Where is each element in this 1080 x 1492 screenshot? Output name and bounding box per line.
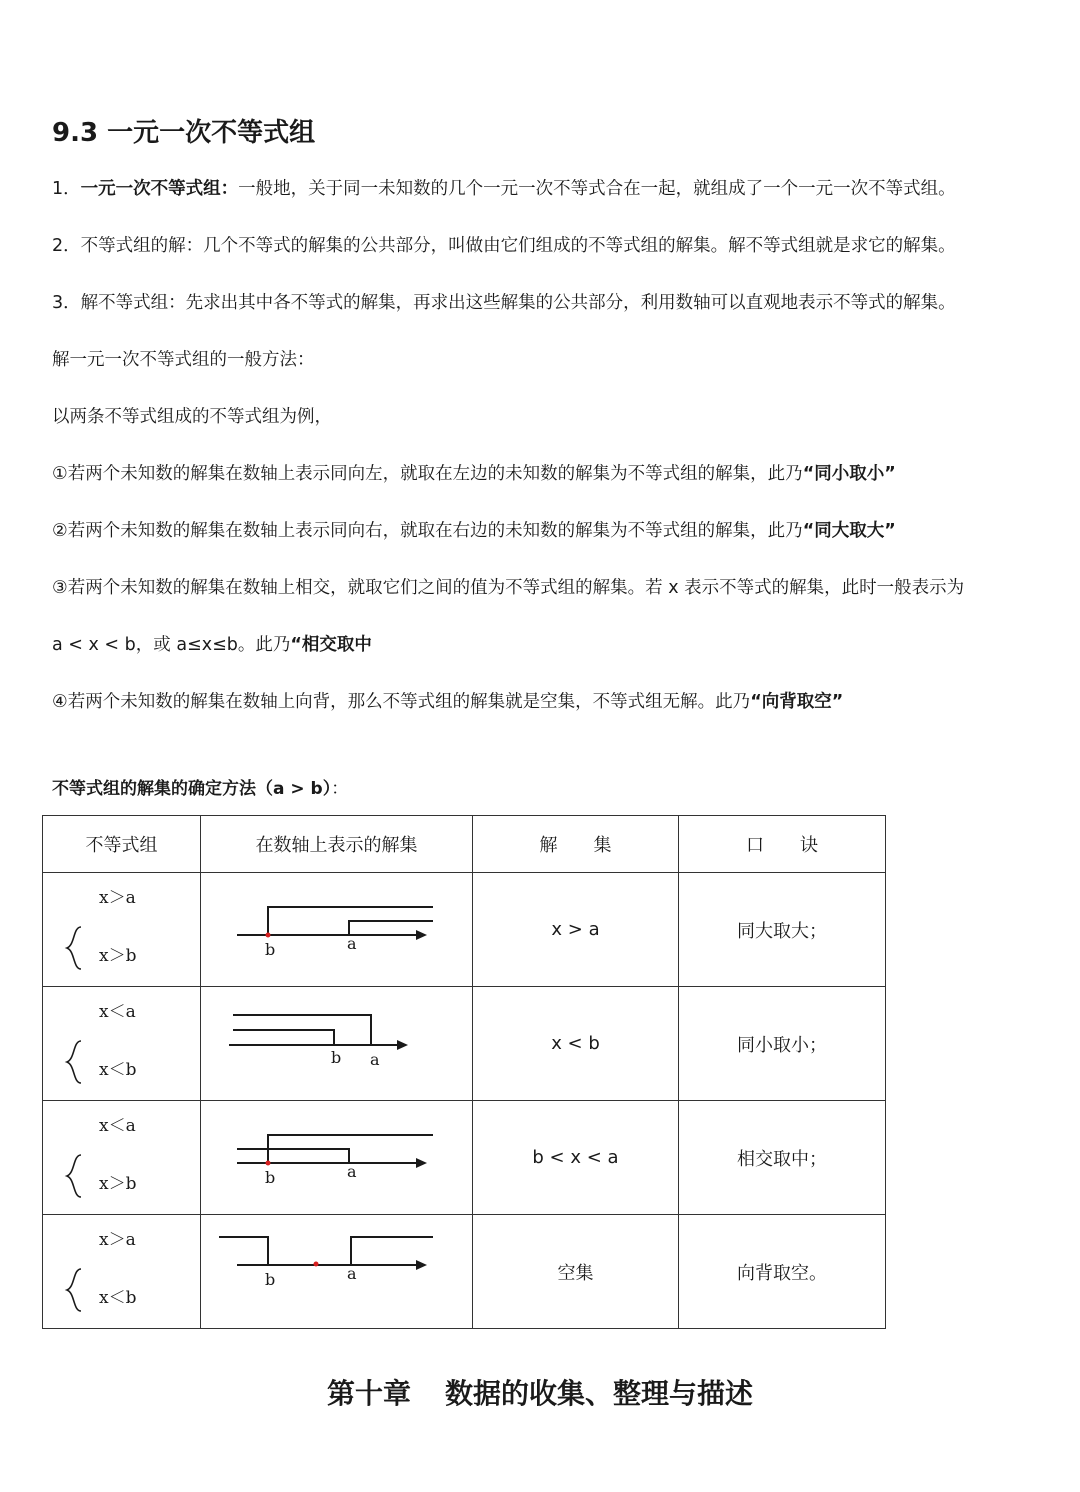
solution-cell: 空集 [473,1215,679,1329]
table-row [43,873,886,987]
table-row [43,987,886,1101]
inequality-bottom: x＞b [99,1174,137,1194]
inequality-bottom: x＜b [99,1288,137,1308]
number-line-cell [201,1215,473,1329]
header-system: 不等式组 [43,816,201,873]
paragraph-8: ③若两个未知数的解集在数轴上相交，就取它们之间的值为不等式组的解集。若 x 表示不等式的解集，此时一般表示为 [52,578,965,598]
table-caption-colon: ： [331,779,349,799]
brace-icon [63,1039,85,1085]
p9-text: a < x < b，或 a≤x≤b。此乃 [52,635,291,655]
number-line-cell [201,987,473,1101]
header-solution: 解 集 [473,816,679,873]
solution-cell: x < b [473,987,679,1101]
paragraph-3: 3．解不等式组：先求出其中各不等式的解集，再求出这些解集的公共部分，利用数轴可以直观地表示不等式的解集。 [52,293,956,313]
inequality-bottom: x＜b [99,1060,137,1080]
p10-text: ④若两个未知数的解集在数轴上向背，那么不等式组的解集就是空集，不等式组无解。此乃 [52,692,751,712]
p1-term: 一元一次不等式组： [80,179,239,199]
inequality-top: x＜a [99,1002,136,1022]
brace-icon [63,925,85,971]
table-header-row [43,816,886,873]
solution-cell: x > a [473,873,679,987]
system-cell [43,873,201,987]
inequality-top: x＞a [99,888,136,908]
label-a: a [347,1264,357,1283]
p1-text: 一般地，关于同一未知数的几个一元一次不等式合在一起，就组成了一个一元一次不等式组。 [238,179,956,199]
inequality-top: x＞a [99,1230,136,1250]
number-line-cell [201,1101,473,1215]
system-cell [43,987,201,1101]
paragraph-4: 解一元一次不等式组的一般方法： [52,350,315,370]
table-caption-text: 不等式组的解集的确定方法（a > b） [52,779,332,799]
inequality-top: x＜a [99,1116,136,1136]
table-row [43,1215,886,1329]
chapter-heading [0,1372,1080,1412]
paragraph-7 [52,517,896,542]
number-line-diagram [201,873,472,986]
label-a: a [347,934,357,953]
table-caption [52,774,348,799]
label-b: b [265,1270,276,1289]
number-line-diagram [201,1215,472,1328]
p7-rhyme: “同大取大” [802,521,896,541]
rhyme-cell: 相交取中； [679,1101,886,1215]
number-line-diagram [201,1101,472,1214]
number-line-diagram [201,987,472,1100]
solution-table [42,815,886,1329]
label-a: a [347,1162,357,1181]
p6-text: ①若两个未知数的解集在数轴上表示同向左，就取在左边的未知数的解集为不等式组的解集，此乃 [52,464,803,484]
p9-rhyme: “相交取中 [290,635,372,655]
paragraph-10 [52,688,843,713]
p6-rhyme: “同小取小” [802,464,896,484]
label-b: b [331,1048,342,1067]
chapter-title: 数据的收集、整理与描述 [445,1377,754,1410]
header-rhyme: 口 诀 [679,816,886,873]
paragraph-6 [52,460,896,485]
label-b: b [265,1168,276,1187]
p1-prefix: 1． [52,179,81,199]
system-cell [43,1215,201,1329]
inequality-bottom: x＞b [99,946,137,966]
chapter-number: 第十章 [326,1377,411,1410]
paragraph-5: 以两条不等式组成的不等式组为例， [52,407,332,427]
brace-icon [63,1153,85,1199]
solution-cell: b < x < a [473,1101,679,1215]
header-number-line: 在数轴上表示的解集 [201,816,473,873]
rhyme-cell: 向背取空。 [679,1215,886,1329]
paragraph-9 [52,631,372,656]
label-a: a [370,1050,380,1069]
table-row [43,1101,886,1215]
paragraph-1 [52,175,956,200]
number-line-cell [201,873,473,987]
rhyme-cell: 同小取小； [679,987,886,1101]
p7-text: ②若两个未知数的解集在数轴上表示同向右，就取在右边的未知数的解集为不等式组的解集，此乃 [52,521,803,541]
system-cell [43,1101,201,1215]
rhyme-cell: 同大取大； [679,873,886,987]
label-b: b [265,940,276,959]
section-title: 9.3 一元一次不等式组 [52,118,316,148]
paragraph-2: 2．不等式组的解：几个不等式的解集的公共部分，叫做由它们组成的不等式组的解集。解不等式组就是求它的解集。 [52,236,956,256]
brace-icon [63,1267,85,1313]
p10-rhyme: “向背取空” [750,692,844,712]
